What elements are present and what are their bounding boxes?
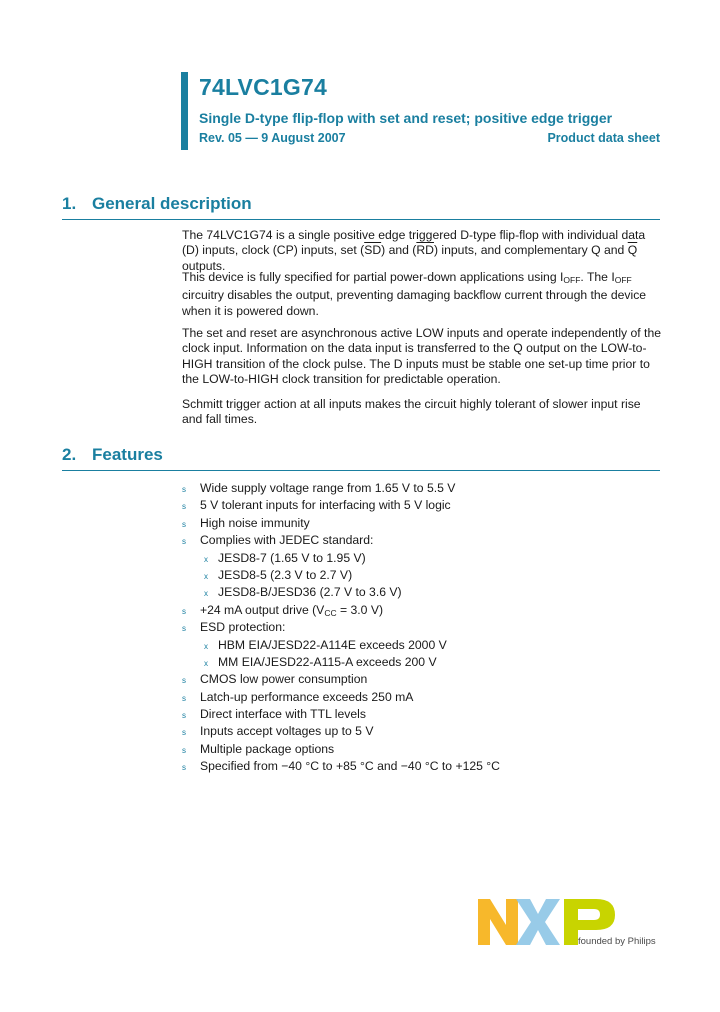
list-item	[182, 723, 662, 740]
text-run: outputs.	[182, 258, 226, 273]
sub-list-item	[182, 637, 662, 654]
list-item-text: 5 V tolerant inputs for interfacing with 5 V logic	[200, 498, 451, 513]
sub-bullet-icon: x	[204, 554, 208, 564]
document-subtitle: Single D-type flip-flop with set and reset; positive edge trigger	[199, 110, 613, 126]
text-run: ) and (	[381, 243, 417, 258]
list-item-text: Inputs accept voltages up to 5 V	[200, 724, 374, 739]
bullet-icon: s	[182, 676, 186, 686]
bullet-icon: s	[182, 537, 186, 547]
list-item	[182, 619, 662, 636]
list-item-text: JESD8-7 (1.65 V to 1.95 V)	[218, 550, 366, 565]
text-run: The 74LVC1G74 is a single positive edge triggered D-type flip-flop with individual data (D) inputs, clock (CP) inputs, set (	[182, 228, 646, 258]
list-item	[182, 706, 662, 723]
nxp-logo	[478, 897, 663, 947]
bullet-icon: s	[182, 624, 186, 634]
sub-list-item	[182, 567, 662, 584]
list-item	[182, 689, 662, 706]
rd-overline-text: $\overline{RD}$	[416, 243, 434, 258]
section-title: Features	[92, 445, 163, 464]
revision-line	[199, 131, 660, 145]
list-item-text: Latch-up performance exceeds 250 mA	[200, 689, 414, 704]
bullet-icon: s	[182, 745, 186, 755]
section-number: 2.	[62, 445, 77, 464]
sub-bullet-icon: x	[204, 589, 208, 599]
text-run: +24 mA output drive (V	[200, 602, 325, 617]
list-item	[182, 515, 662, 532]
text-run: . The I	[580, 270, 615, 284]
list-item	[182, 532, 662, 549]
text-run: ) inputs, and complementary Q and	[433, 243, 628, 258]
sub-bullet-icon: x	[204, 571, 208, 581]
general-paragraph-2	[182, 270, 662, 319]
bullet-icon: s	[182, 711, 186, 721]
general-paragraph-1	[182, 228, 662, 274]
bullet-icon: s	[182, 606, 186, 616]
list-item	[182, 741, 662, 758]
bullet-icon: s	[182, 502, 186, 512]
text-run: This device is fully specified for partial power-down applications using I	[182, 270, 564, 284]
list-item-text: Specified from −40 °C to +85 °C and −40 °C to +125 °C	[200, 759, 500, 774]
revision-text: Rev. 05 — 9 August 2007	[199, 131, 346, 145]
section-heading-general	[62, 194, 660, 220]
sub-bullet-icon: x	[204, 658, 208, 668]
document-title: 74LVC1G74	[199, 74, 327, 100]
list-item-text: JESD8-B/JESD36 (2.7 V to 3.6 V)	[218, 585, 402, 600]
general-paragraph-4: Schmitt trigger action at all inputs makes the circuit highly tolerant of slower input rise and fall times.	[182, 397, 641, 427]
list-item-text: HBM EIA/JESD22-A114E exceeds 2000 V	[218, 637, 447, 652]
bullet-icon: s	[182, 763, 186, 773]
list-item-text: Direct interface with TTL levels	[200, 707, 366, 722]
list-item	[182, 671, 662, 688]
bullet-icon: s	[182, 485, 186, 494]
list-item	[182, 758, 662, 775]
list-item	[182, 602, 662, 619]
list-item-text: Wide supply voltage range from 1.65 V to 5.5 V	[200, 481, 456, 495]
general-paragraph-3: The set and reset are asynchronous active LOW inputs and operate independently of the clock input. Information on the data input is transferred to the Q output on the LOW-to-HIGH transition of the clock pulse. The D inputs must be stable one set-up time prior to the LOW-to-HIGH clock transition for predictable operation.	[182, 326, 661, 386]
sd-overline-text: $\overline{SD}$	[364, 243, 382, 258]
header-accent-bar	[181, 72, 188, 150]
list-item	[182, 497, 662, 514]
nxp-logo-mark	[478, 897, 663, 947]
list-item-text: High noise immunity	[200, 515, 310, 530]
bullet-icon: s	[182, 693, 186, 703]
subscript-text: CC	[324, 607, 337, 618]
logo-tagline: founded by Philips	[578, 936, 656, 947]
list-item	[182, 480, 662, 497]
bullet-icon: s	[182, 519, 186, 529]
list-item-text: JESD8-5 (2.3 V to 2.7 V)	[218, 567, 353, 582]
section-title: General description	[92, 194, 252, 213]
subscript-text: OFF	[614, 275, 632, 285]
bullet-icon: s	[182, 728, 186, 738]
text-run: = 3.0 V)	[336, 602, 384, 617]
text-run: circuitry disables the output, preventing damaging backflow current through the device when it is powered down.	[182, 288, 647, 318]
features-list	[182, 480, 662, 776]
sub-list-item	[182, 654, 662, 671]
section-number: 1.	[62, 194, 77, 213]
list-item-text: Multiple package options	[200, 741, 335, 756]
list-item-text: Complies with JEDEC standard:	[200, 533, 374, 548]
list-item-text: CMOS low power consumption	[200, 672, 368, 687]
q-overline-text: $\overline{Q}$	[627, 243, 638, 258]
subscript-text: OFF	[563, 275, 581, 285]
list-item-text: MM EIA/JESD22-A115-A exceeds 200 V	[218, 654, 437, 669]
section-heading-features	[62, 445, 660, 471]
sub-list-item	[182, 584, 662, 601]
doc-type-text: Product data sheet	[547, 131, 660, 145]
list-item-text: ESD protection:	[200, 620, 286, 635]
sub-bullet-icon: x	[204, 641, 208, 651]
sub-list-item	[182, 550, 662, 567]
